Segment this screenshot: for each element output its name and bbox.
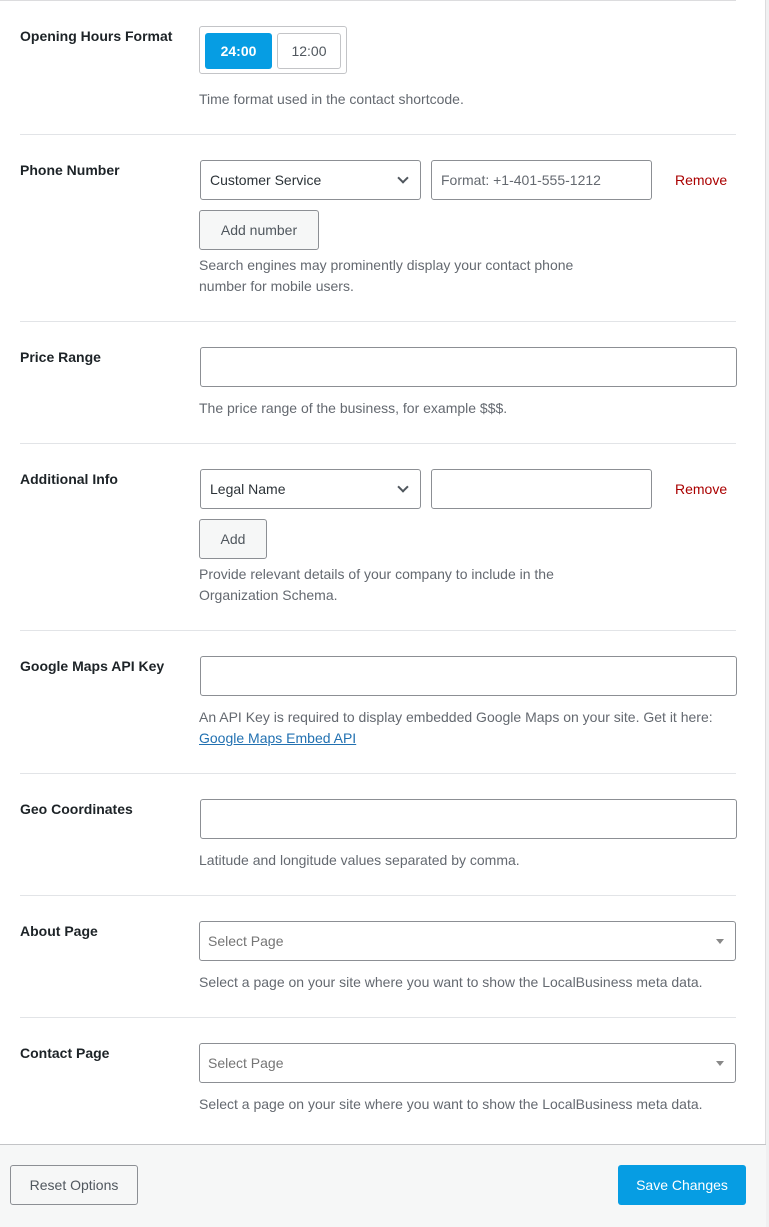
maps-key-description: An API Key is required to display embedded Google Maps on your site. Get it here: Google Maps Embed API: [199, 709, 713, 746]
additional-info-type-value: Legal Name: [210, 481, 286, 497]
reset-options-button[interactable]: Reset Options: [10, 1165, 138, 1205]
geo-coordinates-label: Geo Coordinates: [20, 801, 133, 817]
divider: [20, 134, 736, 135]
phone-number-input[interactable]: [431, 160, 652, 200]
phone-description: Search engines may prominently display your contact phone number for mobile users.: [199, 257, 574, 294]
opening-hours-label: Opening Hours Format: [20, 28, 173, 44]
contact-page-placeholder: Select Page: [208, 1055, 284, 1071]
divider: [20, 1017, 736, 1018]
additional-info-input[interactable]: [431, 469, 652, 509]
caret-down-icon: [716, 1061, 724, 1066]
additional-info-label: Additional Info: [20, 471, 118, 487]
divider: [20, 895, 736, 896]
phone-type-select[interactable]: [200, 160, 421, 200]
chevron-down-icon: [397, 481, 408, 492]
price-range-description: The price range of the business, for example $$$.: [199, 400, 508, 416]
additional-info-remove-link[interactable]: Remove: [675, 481, 728, 497]
geo-coordinates-description: Latitude and longitude values separated by comma.: [199, 852, 520, 868]
about-page-select[interactable]: [199, 921, 736, 961]
maps-key-input[interactable]: [200, 656, 737, 696]
contact-page-label: Contact Page: [20, 1045, 110, 1061]
additional-info-type-select[interactable]: [200, 469, 421, 509]
top-divider: [0, 0, 736, 1]
opening-hours-description: Time format used in the contact shortcode.: [199, 91, 464, 107]
caret-down-icon: [716, 939, 724, 944]
opening-hours-toggle: [199, 26, 347, 74]
about-page-description: Select a page on your site where you want to show the LocalBusiness meta data.: [199, 974, 703, 990]
about-page-placeholder: Select Page: [208, 933, 284, 949]
geo-coordinates-input[interactable]: [200, 799, 737, 839]
phone-remove-link[interactable]: Remove: [675, 172, 728, 188]
maps-key-label: Google Maps API Key: [20, 658, 165, 674]
add-info-button[interactable]: Add: [199, 519, 267, 559]
price-range-input[interactable]: [200, 347, 737, 387]
settings-footer: [0, 1144, 766, 1227]
add-number-button[interactable]: Add number: [199, 210, 319, 250]
save-changes-button[interactable]: Save Changes: [618, 1165, 746, 1205]
maps-embed-api-link[interactable]: Google Maps Embed API: [199, 730, 357, 746]
additional-info-description: Provide relevant details of your company to include in the Organization Schema.: [199, 566, 554, 603]
phone-number-label: Phone Number: [20, 162, 120, 178]
contact-page-description: Select a page on your site where you want to show the LocalBusiness meta data.: [199, 1096, 703, 1112]
price-range-label: Price Range: [20, 349, 101, 365]
about-page-label: About Page: [20, 923, 98, 939]
divider: [20, 321, 736, 322]
divider: [20, 443, 736, 444]
phone-type-value: Customer Service: [210, 172, 322, 188]
divider: [20, 773, 736, 774]
contact-page-select[interactable]: [199, 1043, 736, 1083]
format-24-button[interactable]: 24:00: [205, 33, 272, 69]
format-12-button[interactable]: 12:00: [277, 33, 341, 69]
divider: [20, 630, 736, 631]
chevron-down-icon: [397, 172, 408, 183]
